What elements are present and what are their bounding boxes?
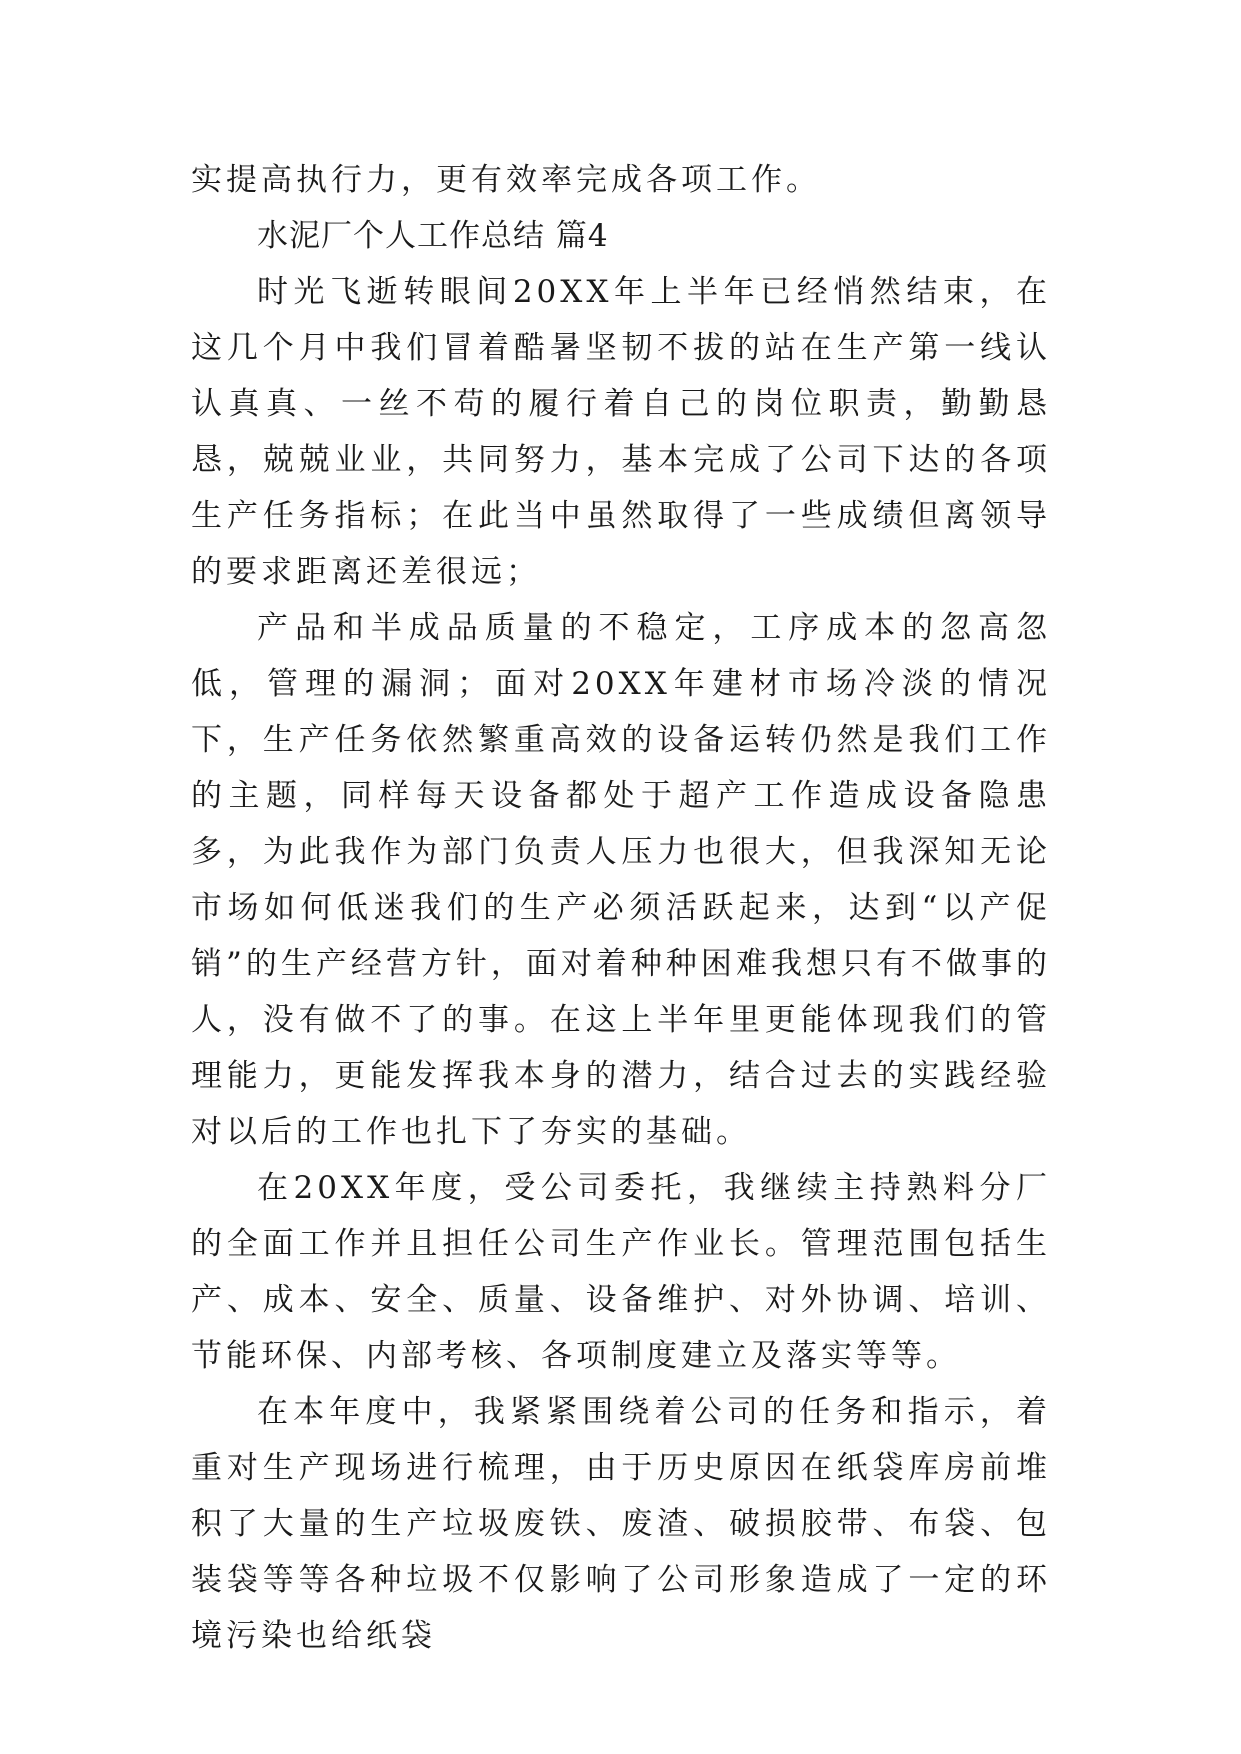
paragraph: 在本年度中，我紧紧围绕着公司的任务和指示，着重对生产现场进行梳理，由于历史原因在纸袋库房前堆积了大量的生产垃圾废铁、废渣、破损胶带、布袋、包装袋等等各种垃圾不仅影响了公司形象造成了一定的环境污染也给纸袋	[191, 1394, 1051, 1654]
document-body	[191, 152, 1051, 1664]
paragraph: 时光飞逝转眼间20XX年上半年已经悄然结束，在这几个月中我们冒着酷暑坚韧不拔的站在生产第一线认认真真、一丝不苟的履行着自己的岗位职责，勤勤恳恳，兢兢业业，共同努力，基本完成了公司下达的各项生产任务指标；在此当中虽然取得了一些成绩但离领导的要求距离还差很远；	[191, 274, 1051, 590]
paragraph-continuation: 实提高执行力，更有效率完成各项工作。	[191, 162, 821, 198]
paragraph: 产品和半成品质量的不稳定，工序成本的忽高忽低，管理的漏洞；面对20XX年建材市场冷淡的情况下，生产任务依然繁重高效的设备运转仍然是我们工作的主题，同样每天设备都处于超产工作造成设备隐患多，为此我作为部门负责人压力也很大，但我深知无论市场如何低迷我们的生产必须活跃起来，达到“以产促销”的生产经营方针，面对着种种困难我想只有不做事的人，没有做不了的事。在这上半年里更能体现我们的管理能力，更能发挥我本身的潜力，结合过去的实践经验对以后的工作也扎下了夯实的基础。	[191, 610, 1051, 1150]
section-heading: 水泥厂个人工作总结 篇4	[257, 218, 609, 254]
paragraph: 在20XX年度，受公司委托，我继续主持熟料分厂的全面工作并且担任公司生产作业长。管理范围包括生产、成本、安全、质量、设备维护、对外协调、培训、节能环保、内部考核、各项制度建立及落实等等。	[191, 1170, 1051, 1374]
